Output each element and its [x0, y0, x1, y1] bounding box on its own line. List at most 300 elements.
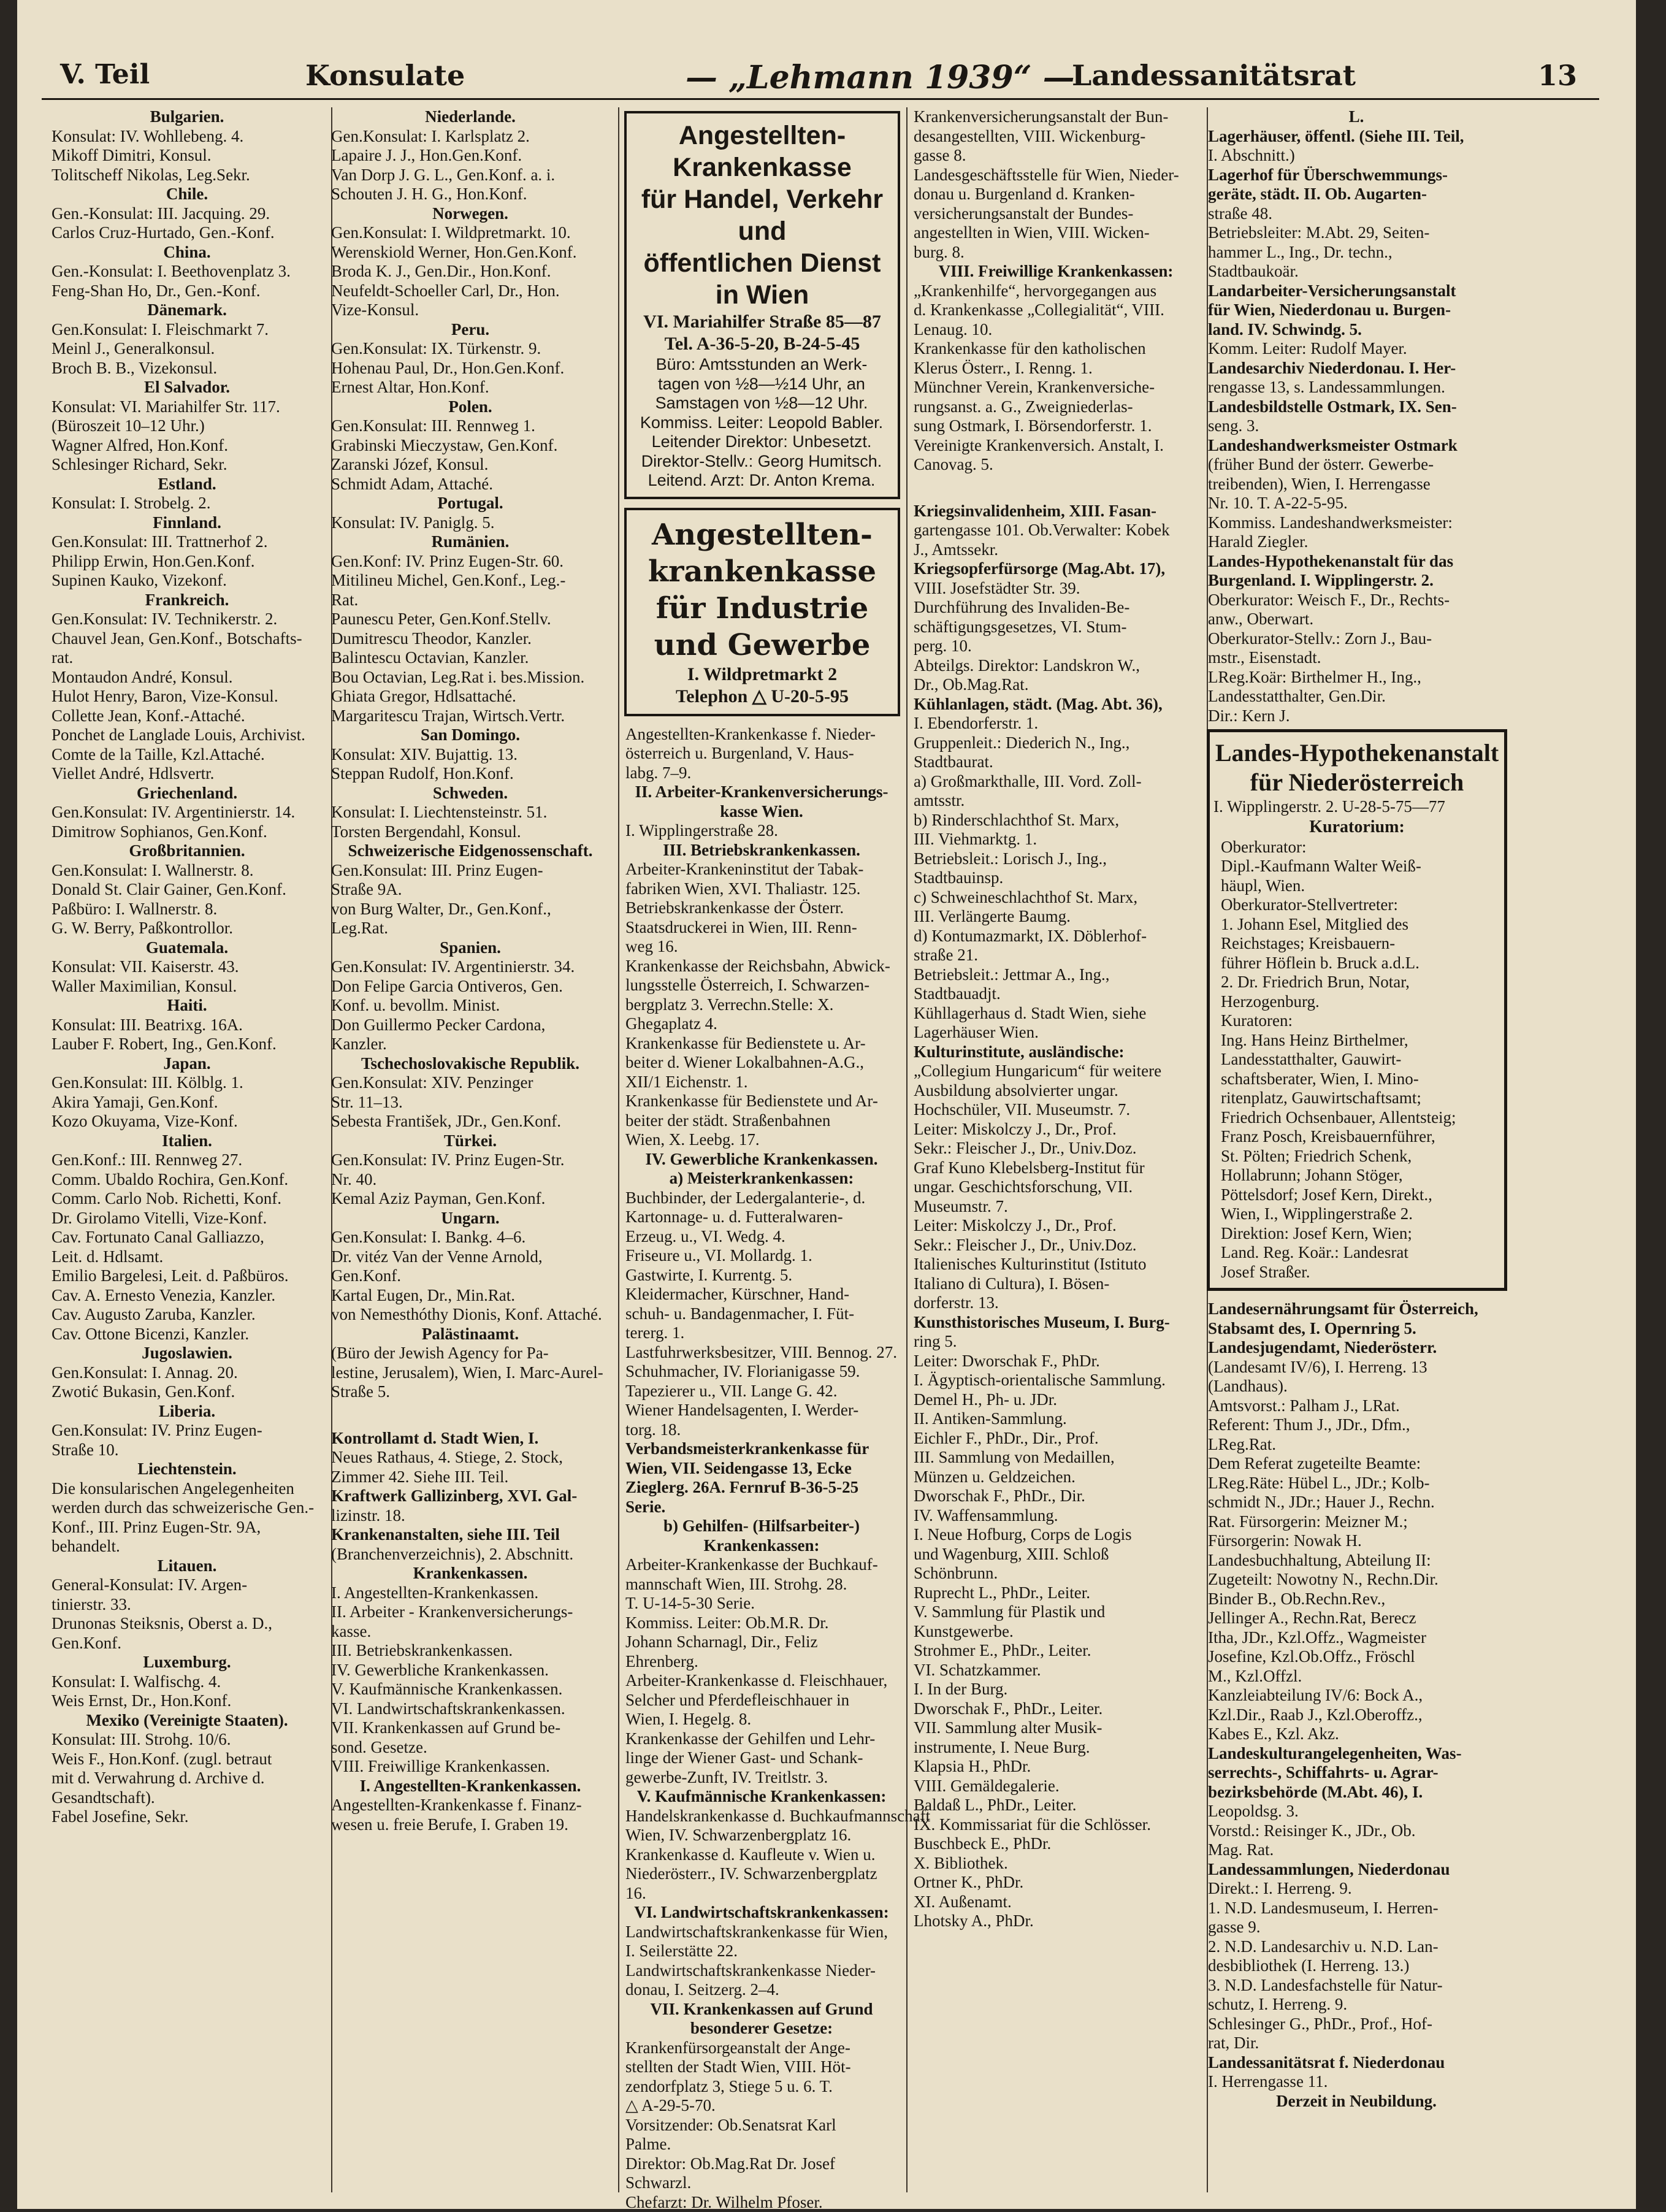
entry-line: Konsulat: I. Liechtensteinstr. 51. [324, 803, 618, 822]
entry-line: Gen.-Konsulat: I. Beethovenplatz 3. [44, 262, 331, 281]
entry-line: ring 5. [906, 1332, 1207, 1352]
entry-title: Kriegsopferfürsorge (Mag.Abt. 17), [906, 559, 1207, 579]
entry-line: Itha, JDr., Kzl.Offz., Wagmeister [1201, 1628, 1513, 1648]
entry-line: österreich u. Burgenland, V. Haus- [618, 744, 906, 763]
entry-title: Lagerhäuser, öffentl. (Siehe III. Teil, [1201, 127, 1513, 147]
ad-line: I. Wipplingerstr. 2. U-28-5-75—77 [1213, 797, 1500, 817]
entry-line: rengasse 13, s. Landessammlungen. [1201, 378, 1513, 397]
entry-line: Lenaug. 10. [906, 320, 1207, 340]
entry-line: Klerus Österr., I. Renng. 1. [906, 359, 1207, 378]
entry-title: Landeskulturangelegenheiten, Was- [1201, 1744, 1513, 1764]
entry-line: Ortner K., PhDr. [906, 1873, 1207, 1892]
entry-line: VII. Sammlung alter Musik- [906, 1718, 1207, 1738]
entry-line: Comm. Ubaldo Rochira, Gen.Konf. [44, 1170, 331, 1190]
entry-line: lestine, Jerusalem), Wien, I. Marc-Aurel- [324, 1363, 618, 1383]
entry-line: Arbeiter-Krankeninstitut der Tabak- [618, 860, 906, 879]
entry-line: Leiter: Miskolczy J., Dr., Prof. [906, 1120, 1207, 1139]
entry-line: desangestellten, VIII. Wickenburg- [906, 127, 1207, 147]
entry-line: Arbeiter-Krankenkasse der Buchkauf- [618, 1555, 906, 1575]
entry-line: schuh- u. Bandagenmacher, I. Füt- [618, 1304, 906, 1324]
entry-line: Montaudon André, Konsul. [44, 668, 331, 687]
entry-line: gartengasse 101. Ob.Verwalter: Kobek [906, 521, 1207, 540]
entry-line: hammer L., Ing., Dr. techn., [1201, 243, 1513, 262]
entry-line: Münchner Verein, Krankenversiche- [906, 378, 1207, 397]
entry-title: Kunsthistorisches Museum, I. Burg- [906, 1313, 1207, 1333]
section-heading: Krankenkassen: [618, 1536, 906, 1556]
entry-line: Gen.Konsulat: IX. Türkenstr. 9. [324, 339, 618, 359]
page-number: 13 [1538, 59, 1577, 92]
entry-line: Schlesinger G., PhDr., Prof., Hof- [1201, 2015, 1513, 2034]
entry-line: Betriebskrankenkasse der Österr. [618, 898, 906, 918]
ad-line: Direktor-Stellv.: Georg Humitsch. [630, 452, 894, 472]
entry-line: Schouten J. H. G., Hon.Konf. [324, 185, 618, 204]
entry-line: I. Angestellten-Krankenkassen. [324, 1583, 618, 1603]
entry-line: Waller Maximilian, Konsul. [44, 977, 331, 997]
entry-line: Collette Jean, Konf.-Attaché. [44, 706, 331, 726]
entry-line: Konsulat: III. Strohg. 10/6. [44, 1730, 331, 1750]
entry-line: Vereinigte Krankenversich. Anstalt, I. [906, 436, 1207, 456]
entry-line: labg. 7–9. [618, 763, 906, 783]
entry-line: Nr. 10. T. A-22-5-95. [1201, 494, 1513, 513]
entry-line: c) Schweineschlachthof St. Marx, [906, 888, 1207, 908]
entry-line: I. Herrengasse 11. [1201, 2072, 1513, 2092]
entry-line: Gen.Konsulat: IV. Technikerstr. 2. [44, 610, 331, 629]
entry-line: Ghiata Gregor, Hdlsattaché. [324, 687, 618, 706]
entry-line: Zugeteilt: Nowotny N., Rechn.Dir. [1201, 1570, 1513, 1590]
entry-line: Wien, X. Leebg. 17. [618, 1130, 906, 1150]
entry-line: Kleidermacher, Kürschner, Hand- [618, 1285, 906, 1304]
directory-page [17, 0, 1636, 2209]
entry-title: Wien, VII. Seidengasse 13, Ecke [618, 1459, 906, 1479]
entry-line: Fürsorgerin: Nowak H. [1201, 1531, 1513, 1551]
entry-line: Chauvel Jean, Gen.Konf., Botschafts- [44, 629, 331, 649]
entry-line: Münzen u. Geldzeichen. [906, 1468, 1207, 1487]
section-heading: Türkei. [324, 1131, 618, 1151]
entry-line: straße 48. [1201, 204, 1513, 224]
entry-line: Donald St. Clair Gainer, Gen.Konf. [44, 880, 331, 900]
entry-line: Buchbinder, der Ledergalanterie-, d. [618, 1188, 906, 1208]
entry-line: Werenskiold Werner, Hon.Gen.Konf. [324, 243, 618, 262]
ad-line: Reichstages; Kreisbauern- [1213, 934, 1500, 954]
entry-line: Kommiss. Leiter: Ob.M.R. Dr. [618, 1613, 906, 1633]
entry-line: Angestellten-Krankenkasse f. Finanz- [324, 1796, 618, 1815]
entry-line: II. Arbeiter - Krankenversicherungs- [324, 1602, 618, 1622]
ad-line: Büro: Amtsstunden an Werk- [630, 355, 894, 375]
ad-line: Oberkurator: [1213, 838, 1500, 857]
entry-line: Schönbrunn. [906, 1564, 1207, 1583]
entry-line: fabriken Wien, XVI. Thaliastr. 125. [618, 879, 906, 899]
entry-line: Torsten Bergendahl, Konsul. [324, 822, 618, 842]
entry-line: torg. 18. [618, 1420, 906, 1440]
entry-line: donau u. Burgenland d. Kranken- [906, 185, 1207, 204]
entry-line: Weis F., Hon.Konf. (zugl. betraut [44, 1750, 331, 1769]
spacer [324, 1402, 618, 1415]
entry-line: Philipp Erwin, Hon.Gen.Konf. [44, 552, 331, 572]
section-heading: L. [1201, 107, 1513, 127]
entry-line: Niederösterr., IV. Schwarzenbergplatz [618, 1864, 906, 1884]
entry-line: Wien, I. Hegelg. 8. [618, 1710, 906, 1729]
entry-line: gasse 8. [906, 146, 1207, 166]
section-heading: VIII. Freiwillige Krankenkassen: [906, 262, 1207, 281]
entry-line: Gen.Konf. [44, 1634, 331, 1653]
entry-line: Krankenkasse d. Kaufleute v. Wien u. [618, 1845, 906, 1865]
ad-line: Direktion: Josef Kern, Wien; [1213, 1224, 1500, 1244]
entry-line: Bou Octavian, Leg.Rat i. bes.Mission. [324, 668, 618, 687]
section-heading: Peru. [324, 320, 618, 340]
entry-line: LReg.Räte: Hübel L., JDr.; Kolb- [1201, 1474, 1513, 1493]
entry-line: Harald Ziegler. [1201, 532, 1513, 552]
entry-line: Cav. Ottone Bicenzi, Kanzler. [44, 1325, 331, 1344]
section-heading: Luxemburg. [44, 1653, 331, 1672]
entry-line: Dr., Ob.Mag.Rat. [906, 675, 1207, 695]
entry-line: Dworschak F., PhDr., Dir. [906, 1487, 1207, 1506]
entry-line: werden durch das schweizerische Gen.- [44, 1498, 331, 1518]
entry-line: Sekr.: Fleischer J., Dr., Univ.Doz. [906, 1139, 1207, 1158]
entry-line: T. U-14-5-30 Serie. [618, 1594, 906, 1613]
entry-line: XII/1 Eichenstr. 1. [618, 1073, 906, 1092]
entry-line: Lauber F. Robert, Ing., Gen.Konf. [44, 1035, 331, 1054]
entry-line: Ghegaplatz 4. [618, 1014, 906, 1034]
entry-line: Dem Referat zugeteilte Beamte: [1201, 1454, 1513, 1474]
entry-line: Balintescu Octavian, Kanzler. [324, 648, 618, 668]
entry-line: Krankenfürsorgeanstalt der Ange- [618, 2038, 906, 2058]
entry-title: Lagerhof für Überschwemmungs- [1201, 166, 1513, 185]
entry-line: Rat. Fürsorgerin: Meizner M.; [1201, 1512, 1513, 1532]
entry-line: rungsanst. a. G., Zweigniederlas- [906, 397, 1207, 417]
section-heading: Frankreich. [44, 591, 331, 610]
entry-line: Buschbeck E., PhDr. [906, 1834, 1207, 1854]
entry-line: Handelskrankenkasse d. Buchkaufmannschaft [618, 1807, 906, 1826]
entry-title: Landessanitätsrat f. Niederdonau [1201, 2053, 1513, 2073]
entry-line: Margaritescu Trajan, Wirtsch.Vertr. [324, 706, 618, 726]
ad-line: führer Höflein b. Bruck a.d.L. [1213, 954, 1500, 973]
entry-line: Landwirtschaftskrankenkasse für Wien, [618, 1923, 906, 1942]
entry-line: Konsulat: III. Beatrixg. 16A. [44, 1016, 331, 1035]
entry-line: △ A-29-5-70. [618, 2096, 906, 2116]
entry-line: schäftigungsgesetzes, VI. Stum- [906, 618, 1207, 637]
entry-line: I. Ebendorferstr. 1. [906, 714, 1207, 733]
section-heading: Derzeit in Neubildung. [1201, 2092, 1513, 2111]
entry-line: Direktor: Ob.Mag.Rat Dr. Josef [618, 2154, 906, 2174]
entry-line: Vorsitzender: Ob.Senatsrat Karl [618, 2116, 906, 2135]
ad-line: häupl, Wien. [1213, 876, 1500, 896]
entry-line: bergplatz 3. Verrechn.Stelle: X. [618, 995, 906, 1015]
section-heading: VI. Landwirtschaftskrankenkassen: [618, 1903, 906, 1923]
ad-line: öffentlichen Dienst in Wien [630, 247, 894, 311]
column-2 [324, 107, 619, 2192]
entry-line: Schwarzl. [618, 2173, 906, 2193]
entry-line: Dimitrow Sophianos, Gen.Konf. [44, 822, 331, 842]
spacer [324, 1415, 618, 1429]
section-heading: San Domingo. [324, 725, 618, 745]
column-4 [906, 107, 1208, 2192]
entry-line: XI. Außenamt. [906, 1892, 1207, 1912]
section-heading: III. Betriebskrankenkassen. [618, 841, 906, 860]
entry-line: IX. Kommissariat für die Schlösser. [906, 1815, 1207, 1835]
entry-line: a) Großmarkthalle, III. Vord. Zoll- [906, 772, 1207, 792]
entry-line: X. Bibliothek. [906, 1854, 1207, 1873]
entry-line: Kozo Okuyama, Vize-Konf. [44, 1112, 331, 1131]
section-heading: Italien. [44, 1131, 331, 1151]
advertisement-box [624, 111, 900, 499]
entry-line: Lapaire J. J., Hon.Gen.Konf. [324, 146, 618, 166]
entry-line: Erzeug. u., VI. Wedg. 4. [618, 1227, 906, 1247]
entry-line: Dumitrescu Theodor, Kanzler. [324, 629, 618, 649]
entry-line: Klapsia H., PhDr. [906, 1757, 1207, 1777]
entry-line: Nr. 40. [324, 1170, 618, 1190]
entry-line: beiter der städt. Straßenbahnen [618, 1111, 906, 1131]
entry-title: Zieglerg. 26A. Fernruf B-36-5-25 [618, 1478, 906, 1498]
entry-line: Neufeldt-Schoeller Carl, Dr., Hon. [324, 281, 618, 301]
entry-line: Comm. Carlo Nob. Richetti, Konf. [44, 1189, 331, 1209]
entry-line: Mag. Rat. [1201, 1840, 1513, 1860]
entry-line: Kartonnage- u. d. Futteralwaren- [618, 1207, 906, 1227]
part-label: V. Teil [60, 59, 150, 90]
section-heading: Japan. [44, 1054, 331, 1074]
section-heading: Mexiko (Vereinigte Staaten). [44, 1711, 331, 1731]
entry-line: Referent: Thum J., JDr., Dfm., [1201, 1415, 1513, 1435]
entry-line: Lhotsky A., PhDr. [906, 1912, 1207, 1931]
entry-line: Van Dorp J. G. L., Gen.Konf. a. i. [324, 166, 618, 185]
entry-line: behandelt. [44, 1537, 331, 1556]
entry-line: Krankenkasse der Gehilfen und Lehr- [618, 1729, 906, 1749]
entry-line: Wiener Handelsagenten, I. Werder- [618, 1401, 906, 1420]
entry-line: Binder B., Ob.Rechn.Rev., [1201, 1590, 1513, 1609]
entry-line: 2. N.D. Landesarchiv u. N.D. Lan- [1201, 1937, 1513, 1957]
entry-line: Gen.Konsulat: III. Prinz Eugen- [324, 861, 618, 881]
entry-line: I. Abschnitt.) [1201, 146, 1513, 166]
section-heading: Krankenkassen. [324, 1564, 618, 1583]
entry-line: Graf Kuno Klebelsberg-Institut für [906, 1158, 1207, 1178]
entry-line: Konsulat: IV. Paniglg. 5. [324, 513, 618, 533]
entry-title: Kraftwerk Gallizinberg, XVI. Gal- [324, 1487, 618, 1506]
entry-line: Mitilineu Michel, Gen.Konf., Leg.- [324, 571, 618, 591]
entry-line: Betriebsleiter: M.Abt. 29, Seiten- [1201, 223, 1513, 243]
ad-line: 2. Dr. Friedrich Brun, Notar, [1213, 973, 1500, 992]
entry-line: Kabes E., Kzl. Akz. [1201, 1724, 1513, 1744]
entry-line: Dir.: Kern J. [1201, 706, 1513, 726]
section-heading: I. Angestellten-Krankenkassen. [324, 1777, 618, 1796]
entry-line: Hohenau Paul, Dr., Hon.Gen.Konf. [324, 359, 618, 378]
entry-line: sond. Gesetze. [324, 1738, 618, 1758]
entry-line: Broch B. B., Vizekonsul. [44, 359, 331, 378]
ad-line: Kuratoren: [1213, 1011, 1500, 1031]
entry-line: Weis Ernst, Dr., Hon.Konf. [44, 1691, 331, 1711]
entry-line: (Büro der Jewish Agency for Pa- [324, 1344, 618, 1363]
entry-line: (Branchenverzeichnis), 2. Abschnitt. [324, 1545, 618, 1564]
entry-line: Gen.Konsulat: III. Rennweg 1. [324, 416, 618, 436]
entry-line: Sekr.: Fleischer J., Dr., Univ.Doz. [906, 1236, 1207, 1255]
entry-title: Landessammlungen, Niederdonau [1201, 1860, 1513, 1880]
entry-line: Die konsularischen Angelegenheiten [44, 1479, 331, 1499]
section-heading: Rumänien. [324, 532, 618, 552]
ad-line: Oberkurator-Stellvertreter: [1213, 895, 1500, 915]
entry-line: Johann Scharnagl, Dir., Feliz [618, 1632, 906, 1652]
entry-title: Kontrollamt d. Stadt Wien, I. [324, 1429, 618, 1449]
entry-line: Paunescu Peter, Gen.Konf.Stellv. [324, 610, 618, 629]
section-heading: Schweizerische Eidgenossenschaft. [324, 841, 618, 861]
entry-line: Kühllagerhaus d. Stadt Wien, siehe [906, 1004, 1207, 1024]
entry-line: Gruppenleit.: Diederich N., Ing., [906, 733, 1207, 753]
entry-line: tererg. 1. [618, 1323, 906, 1343]
entry-line: Carlos Cruz-Hurtado, Gen.-Konf. [44, 223, 331, 243]
entry-line: Hulot Henry, Baron, Vize-Konsul. [44, 687, 331, 706]
entry-title: für Wien, Niederdonau u. Burgen- [1201, 300, 1513, 320]
entry-title: Landarbeiter-Versicherungsanstalt [1201, 281, 1513, 301]
entry-line: linge der Wiener Gast- und Schank- [618, 1748, 906, 1768]
entry-line: (Landhaus). [1201, 1377, 1513, 1396]
ad-line: für Handel, Verkehr und [630, 183, 894, 247]
entry-line: Ehrenberg. [618, 1652, 906, 1672]
entry-line: burg. 8. [906, 243, 1207, 262]
entry-line: weg 16. [618, 937, 906, 957]
entry-line: Stadtbaukoär. [1201, 262, 1513, 281]
entry-line: Landesbuchhaltung, Abteilung II: [1201, 1551, 1513, 1571]
entry-line: gewerbe-Zunft, IV. Treitlstr. 3. [618, 1768, 906, 1788]
advertisement-box [624, 508, 900, 716]
entry-line: Staatsdruckerei in Wien, III. Renn- [618, 918, 906, 938]
entry-line: V. Sammlung für Plastik und [906, 1602, 1207, 1622]
section-heading: II. Arbeiter-Krankenversicherungs- [618, 783, 906, 802]
entry-title: Burgenland. I. Wipplingerstr. 2. [1201, 571, 1513, 591]
entry-line: Dr. vitéz Van der Venne Arnold, [324, 1247, 618, 1267]
entry-line: Landwirtschaftskrankenkasse Nieder- [618, 1961, 906, 1981]
entry-line: Betriebsleit.: Jettmar A., Ing., [906, 965, 1207, 985]
ad-line: für Industrie [630, 590, 894, 627]
entry-line: Direkt.: I. Herreng. 9. [1201, 1879, 1513, 1899]
entry-line: I. Neue Hofburg, Corps de Logis [906, 1525, 1207, 1545]
entry-line: Don Guillermo Pecker Cardona, [324, 1016, 618, 1035]
entry-line: VI. Landwirtschaftskrankenkassen. [324, 1699, 618, 1719]
entry-line: Gen.Konsulat: I. Wallnerstr. 8. [44, 861, 331, 881]
entry-line: Stadtbauadjt. [906, 984, 1207, 1004]
entry-line: b) Rinderschlachthof St. Marx, [906, 811, 1207, 830]
entry-line: Canovag. 5. [906, 455, 1207, 475]
entry-line: Eichler F., PhDr., Dir., Prof. [906, 1429, 1207, 1449]
ad-line: krankenkasse [630, 553, 894, 590]
entry-line: versicherungsanstalt der Bundes- [906, 204, 1207, 224]
entry-line: Vize-Konsul. [324, 300, 618, 320]
entry-line: Gen.Konsulat: IV. Prinz Eugen- [44, 1421, 331, 1441]
section-heading: Dänemark. [44, 300, 331, 320]
entry-line: Don Felipe Garcia Ontiveros, Gen. [324, 977, 618, 997]
entry-line: Gen.Konsulat: IV. Argentinierstr. 14. [44, 803, 331, 822]
entry-line: Gen.Konsulat: I. Bankg. 4–6. [324, 1228, 618, 1247]
entry-line: Leopoldsg. 3. [1201, 1802, 1513, 1821]
entry-line: Oberkurator-Stellv.: Zorn J., Bau- [1201, 629, 1513, 649]
spacer [906, 488, 1207, 502]
section-heading: Polen. [324, 397, 618, 417]
entry-title: Landesarchiv Niederdonau. I. Her- [1201, 359, 1513, 378]
entry-line: Museumstr. 7. [906, 1197, 1207, 1217]
entry-line: Leiter: Miskolczy J., Dr., Prof. [906, 1216, 1207, 1236]
entry-title: Serie. [618, 1498, 906, 1517]
entry-line: Kanzleiabteilung IV/6: Bock A., [1201, 1686, 1513, 1705]
entry-line: Str. 11–13. [324, 1093, 618, 1112]
entry-line: Straße 9A. [324, 880, 618, 900]
entry-line: 1. N.D. Landesmuseum, I. Herren- [1201, 1899, 1513, 1918]
entry-line: Zwotić Bukasin, Gen.Konf. [44, 1382, 331, 1402]
entry-line: „Collegium Hungaricum“ für weitere [906, 1062, 1207, 1081]
entry-line: Kanzler. [324, 1035, 618, 1054]
entry-line: Stadtbauinsp. [906, 868, 1207, 888]
entry-line: Konf., III. Prinz Eugen-Str. 9A, [44, 1518, 331, 1537]
entry-line: LReg.Rat. [1201, 1435, 1513, 1455]
entry-line: sung Ostmark, I. Börsendorferstr. 1. [906, 416, 1207, 436]
entry-line: Cav. Fortunato Canal Galliazzo, [44, 1228, 331, 1247]
entry-line: Schuhmacher, IV. Florianigasse 59. [618, 1362, 906, 1382]
entry-line: wesen u. freie Berufe, I. Graben 19. [324, 1815, 618, 1835]
entry-line: tinierstr. 33. [44, 1595, 331, 1615]
entry-line: Gen.Konsulat: III. Trattnerhof 2. [44, 532, 331, 552]
section-heading: a) Meisterkrankenkassen: [618, 1169, 906, 1188]
entry-line: Amtsvorst.: Palham J., LRat. [1201, 1396, 1513, 1416]
ad-line: Leitend. Arzt: Dr. Anton Krema. [630, 471, 894, 491]
entry-line: Gesandtschaft). [44, 1788, 331, 1808]
section-heading: Litauen. [44, 1556, 331, 1576]
entry-line: Leiter: Dworschak F., PhDr. [906, 1352, 1207, 1371]
entry-line: Straße 10. [44, 1441, 331, 1460]
entry-title: Krankenanstalten, siehe III. Teil [324, 1525, 618, 1545]
entry-line: lungsstelle Österreich, I. Schwarzen- [618, 976, 906, 995]
entry-line: Friseure u., VI. Mollardg. 1. [618, 1246, 906, 1266]
spacer [906, 475, 1207, 488]
entry-line: Dr. Girolamo Vitelli, Vize-Konf. [44, 1209, 331, 1228]
entry-line: Leit. d. Hdlsamt. [44, 1247, 331, 1267]
entry-line: ungar. Geschichtsforschung, VII. [906, 1177, 1207, 1197]
entry-line: Mikoff Dimitri, Konsul. [44, 146, 331, 166]
entry-line: Paßbüro: I. Wallnerstr. 8. [44, 900, 331, 919]
entry-line: Neues Rathaus, 4. Stiege, 2. Stock, [324, 1448, 618, 1468]
entry-line: Durchführung des Invaliden-Be- [906, 598, 1207, 618]
entry-line: G. W. Berry, Paßkontrollor. [44, 919, 331, 938]
entry-title: Kulturinstitute, ausländische: [906, 1043, 1207, 1062]
ad-line: Ing. Hans Heinz Birthelmer, [1213, 1031, 1500, 1051]
entry-line: 16. [618, 1884, 906, 1904]
entry-title: Landeshandwerksmeister Ostmark [1201, 436, 1513, 456]
entry-line: Gen.Konf.: III. Rennweg 27. [44, 1150, 331, 1170]
entry-line: schutz, I. Herreng. 9. [1201, 1995, 1513, 2015]
entry-line: III. Verlängerte Baumg. [906, 907, 1207, 927]
entry-line: Dworschak F., PhDr., Leiter. [906, 1699, 1207, 1719]
entry-title: Landesernährungsamt für Österreich, [1201, 1299, 1513, 1319]
book-title: — „Lehmann 1939“ — [686, 59, 1075, 96]
section-heading: Estland. [44, 475, 331, 494]
section-heading: Portugal. [324, 494, 618, 513]
entry-line: seng. 3. [1201, 416, 1513, 436]
entry-line: Akira Yamaji, Gen.Konf. [44, 1093, 331, 1112]
entry-line: (früher Bund der österr. Gewerbe- [1201, 455, 1513, 475]
entry-line: Abteilgs. Direktor: Landskron W., [906, 656, 1207, 676]
entry-line: mit d. Verwahrung d. Archive d. [44, 1769, 331, 1788]
entry-line: perg. 10. [906, 637, 1207, 656]
entry-title: Kriegsinvalidenheim, XIII. Fasan- [906, 502, 1207, 521]
entry-line: Krankenkasse der Reichsbahn, Abwick- [618, 957, 906, 976]
entry-line: II. Antiken-Sammlung. [906, 1409, 1207, 1429]
section-heading: Schweden. [324, 784, 618, 803]
entry-line: Broda K. J., Gen.Dir., Hon.Konf. [324, 262, 618, 281]
ad-line: Leitender Direktor: Unbesetzt. [630, 432, 894, 452]
entry-line: Krankenversicherungsanstalt der Bun- [906, 107, 1207, 127]
section-heading: Spanien. [324, 938, 618, 958]
entry-line: Konsulat: XIV. Bujattig. 13. [324, 745, 618, 765]
section-heading: Jugoslawien. [44, 1344, 331, 1363]
entry-line: Konsulat: I. Walfischg. 4. [44, 1672, 331, 1692]
page-header [42, 55, 1599, 100]
entry-line: Ponchet de Langlade Louis, Archivist. [44, 725, 331, 745]
entry-line: Kzl.Dir., Raab J., Kzl.Oberoffz., [1201, 1705, 1513, 1725]
section-heading: China. [44, 243, 331, 262]
